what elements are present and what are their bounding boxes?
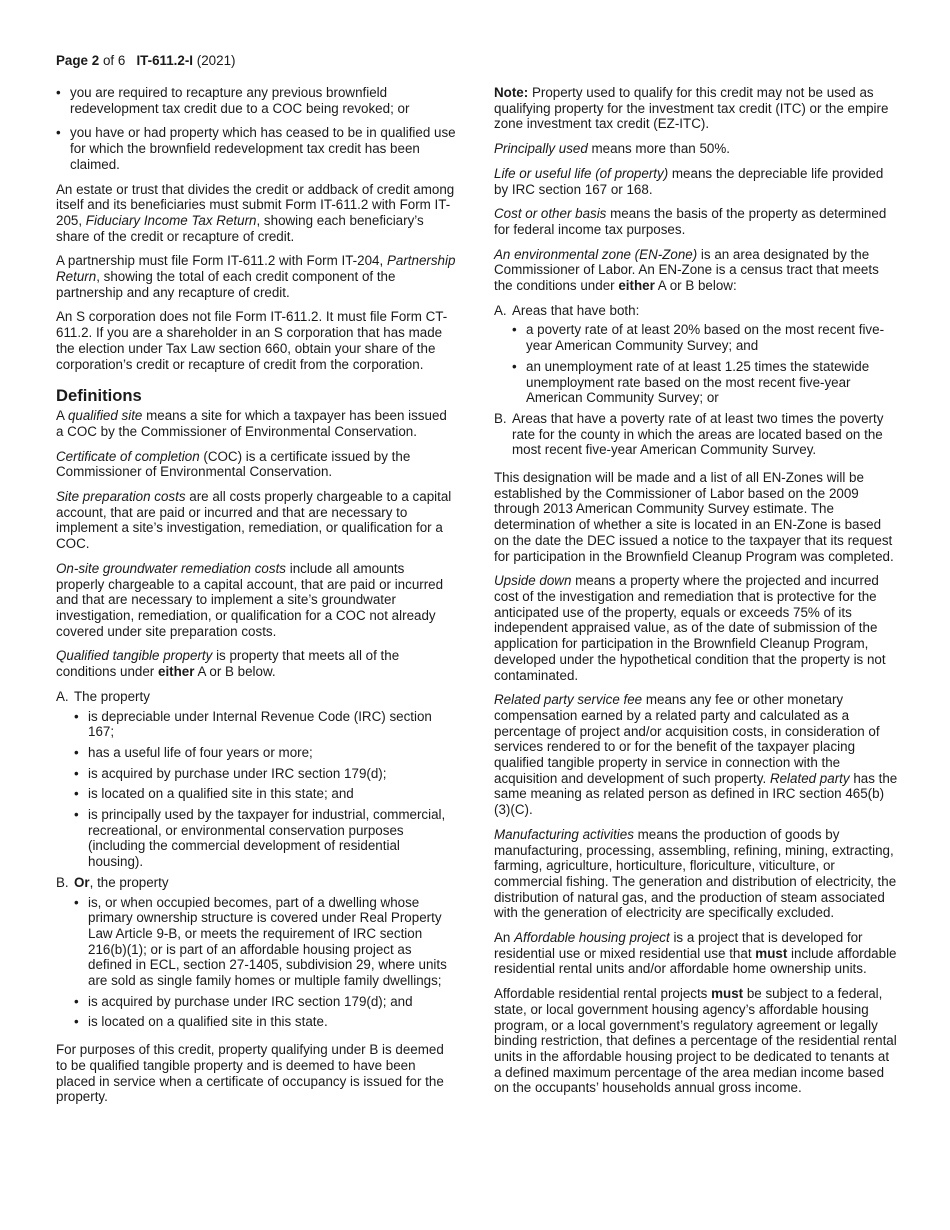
condition-b-list: [56, 895, 456, 1031]
def-site-preparation-costs: Site preparation costs are all costs properly chargeable to a capital account, that are paid or incurred and that are necessary to implement a site’s investigation, remediation, or qualification for a COC.: [56, 489, 452, 552]
condition-b-bold: Or: [74, 874, 90, 890]
def-en-zone: An environmental zone (EN-Zone) is an area designated by the Commissioner of Labor. An EN-Zone is a census tract that meets the conditions under either A or B below:: [494, 246, 879, 294]
list-item: • has a useful life of four years or more;: [74, 745, 456, 761]
bullet-ceased-use: • you have or had property which has ceased to be in qualified use for which the brownfield redevelopment tax credit has been claimed.: [56, 125, 456, 172]
enzone-a-list: [494, 322, 898, 406]
designation-paragraph: This designation will be made and a list of all EN-Zones will be established by the Commissioner of Labor based on the 2009 through 2013 American Community Survey estimate. The determination of whether a site is located in an EN-Zone is based on the date the DEC issued a notice to the taxpayer that its request for participation in the Brownfield Cleanup Program was completed.: [494, 470, 894, 564]
affordable-rental-paragraph: Affordable residential rental projects must be subject to a federal, state, or local government housing agency’s affordable housing program, or a local government’s regulatory agreement or legally binding restriction, that defines a percentage of the residential rental units in the affordable housing project to be dedicated to tenants at a defined maximum percentage of the area median income based on the occupants’ households annual gross income.: [494, 986, 897, 1096]
enzone-a-letter: A.: [494, 302, 507, 318]
condition-a: [56, 689, 456, 705]
list-item: • is acquired by purchase under IRC section 179(d); and: [74, 994, 456, 1010]
enzone-a-text: Areas that have both:: [512, 302, 640, 318]
def-affordable-housing-project: An Affordable housing project is a project that is developed for residential use or mixed residential use that must include affordable residential rental units and/or affordable home ownership units.: [494, 930, 897, 977]
condition-b-letter: B.: [56, 874, 69, 890]
condition-a-text: The property: [74, 688, 150, 704]
def-onsite-groundwater: On-site groundwater remediation costs include all amounts properly chargeable to a capital account, that are paid or incurred and that are necessary to implement a site’s groundwater investigation, remediation, or qualification for a COC not already covered under site preparation costs.: [56, 560, 444, 639]
def-related-party-service-fee: Related party service fee means any fee or other monetary compensation earned by a related party and calculated as a percentage of project and/or acquisition costs, in consideration of services rendered to or for the benefit of the taxpayer placing qualified tangible property in service in connection with the acquisition and development of such property. Related party has the same meaning as related person as defined in IRC section 465(b)(3)(C).: [494, 692, 898, 818]
estate-paragraph: An estate or trust that divides the credit or addback of credit among itself and its beneficiaries must submit Form IT-611.2 with Form IT-205, Fiduciary Income Tax Return, showing each beneficiary’s share of the credit or recapture of credit.: [56, 181, 455, 244]
list-item: • is acquired by purchase under IRC section 179(d);: [74, 766, 456, 782]
def-certificate-of-completion: Certificate of completion (COC) is a certificate issued by the Commissioner of Environmental Conservation.: [56, 448, 411, 480]
page-label: Page: [56, 53, 89, 68]
s-corporation-paragraph: An S corporation does not file Form IT-611.2. It must file Form CT-611.2. If you are a shareholder in an S corporation that has made the election under Tax Law section 660, obtain your share of the corporation’s credit or recapture of credit from the corporation.: [56, 309, 448, 372]
condition-b-text: , the property: [89, 874, 169, 890]
list-item: • a poverty rate of at least 20% based on the most recent five-year American Community Survey; and: [512, 322, 898, 353]
enzone-condition-b: [494, 411, 898, 458]
enzone-condition-a: [494, 303, 898, 319]
list-item: • is principally used by the taxpayer for industrial, commercial, recreational, or environmental conservation purposes (including the commercial development of residential housing).: [74, 807, 456, 870]
definitions-heading: Definitions: [56, 386, 142, 406]
page-header: [56, 53, 235, 69]
condition-a-list: [56, 709, 456, 870]
def-qualified-tangible-property: Qualified tangible property is property that meets all of the conditions under either A or B below.: [56, 648, 400, 680]
def-useful-life: Life or useful life (of property) means the depreciable life provided by IRC section 167 or 168.: [494, 165, 884, 197]
def-qualified-site: A qualified site means a site for which a taxpayer has been issued a COC by the Commissioner of Environmental Conservation.: [56, 408, 447, 439]
form-year: (2021): [196, 53, 236, 68]
condition-b: [56, 875, 456, 891]
purposes-paragraph: For purposes of this credit, property qualifying under B is deemed to be qualified tangible property and is deemed to have been placed in service when a certificate of occupancy is issued for the property.: [56, 1042, 444, 1105]
left-column: [56, 85, 456, 1114]
note-paragraph: Note: Property used to qualify for this credit may not be used as qualifying property for the investment tax credit (ITC) or the empire zone investment tax credit (EZ-ITC).: [494, 85, 889, 132]
partnership-paragraph: A partnership must file Form IT-611.2 with Form IT-204, Partnership Return, showing the total of each credit component of the partnership and any recapture of credit.: [56, 253, 456, 300]
page-number: 2: [91, 53, 100, 68]
form-number: IT-611.2-I: [136, 53, 194, 68]
def-principally-used: Principally used means more than 50%.: [494, 141, 730, 157]
list-item: • an unemployment rate of at least 1.25 times the statewide unemployment rate based on the most recent five-year American Community Survey; or: [512, 359, 898, 406]
enzone-b-text: Areas that have a poverty rate of at least two times the poverty rate for the county in which the areas are located based on the most recent five-year American Community Survey.: [512, 410, 884, 458]
list-item: • is located on a qualified site in this state.: [74, 1014, 456, 1030]
enzone-b-letter: B.: [494, 410, 507, 426]
list-item: • is, or when occupied becomes, part of a dwelling whose primary ownership structure is covered under Real Property Law Article 9-B, or meets the requirement of IRC section 216(b)(1); or is part of an affordable housing project as defined in ECL, section 27-1405, subdivision 29, where units are sold as single family homes or multiple family dwellings;: [74, 895, 456, 989]
page-total: of 6: [102, 53, 126, 68]
bullet-recapture: • you are required to recapture any previous brownfield redevelopment tax credit due to a COC being revoked; or: [56, 85, 456, 116]
right-column: [494, 85, 898, 1105]
def-cost-basis: Cost or other basis means the basis of the property as determined for federal income tax purposes.: [494, 206, 887, 237]
list-item: • is located on a qualified site in this state; and: [74, 786, 456, 802]
list-item: • is depreciable under Internal Revenue Code (IRC) section 167;: [74, 709, 456, 740]
def-manufacturing-activities: Manufacturing activities means the production of goods by manufacturing, processing, assembling, refining, mining, extracting, farming, agriculture, horticulture, floriculture, viticulture, or commercial fishing. The generation and distribution of electricity, the distribution of natural gas, and the production of steam associated with the generation of electricity are specifically excluded.: [494, 826, 897, 921]
def-upside-down: Upside down means a property where the projected and incurred cost of the investigation and remediation that is protective for the anticipated use of the property, equals or exceeds 75% of its independent appraised value, as of the date of submission of the application for participation in the Brownfield Cleanup Program, developed under the hypothetical condition that the property is not contaminated.: [494, 573, 886, 683]
condition-a-letter: A.: [56, 688, 69, 704]
